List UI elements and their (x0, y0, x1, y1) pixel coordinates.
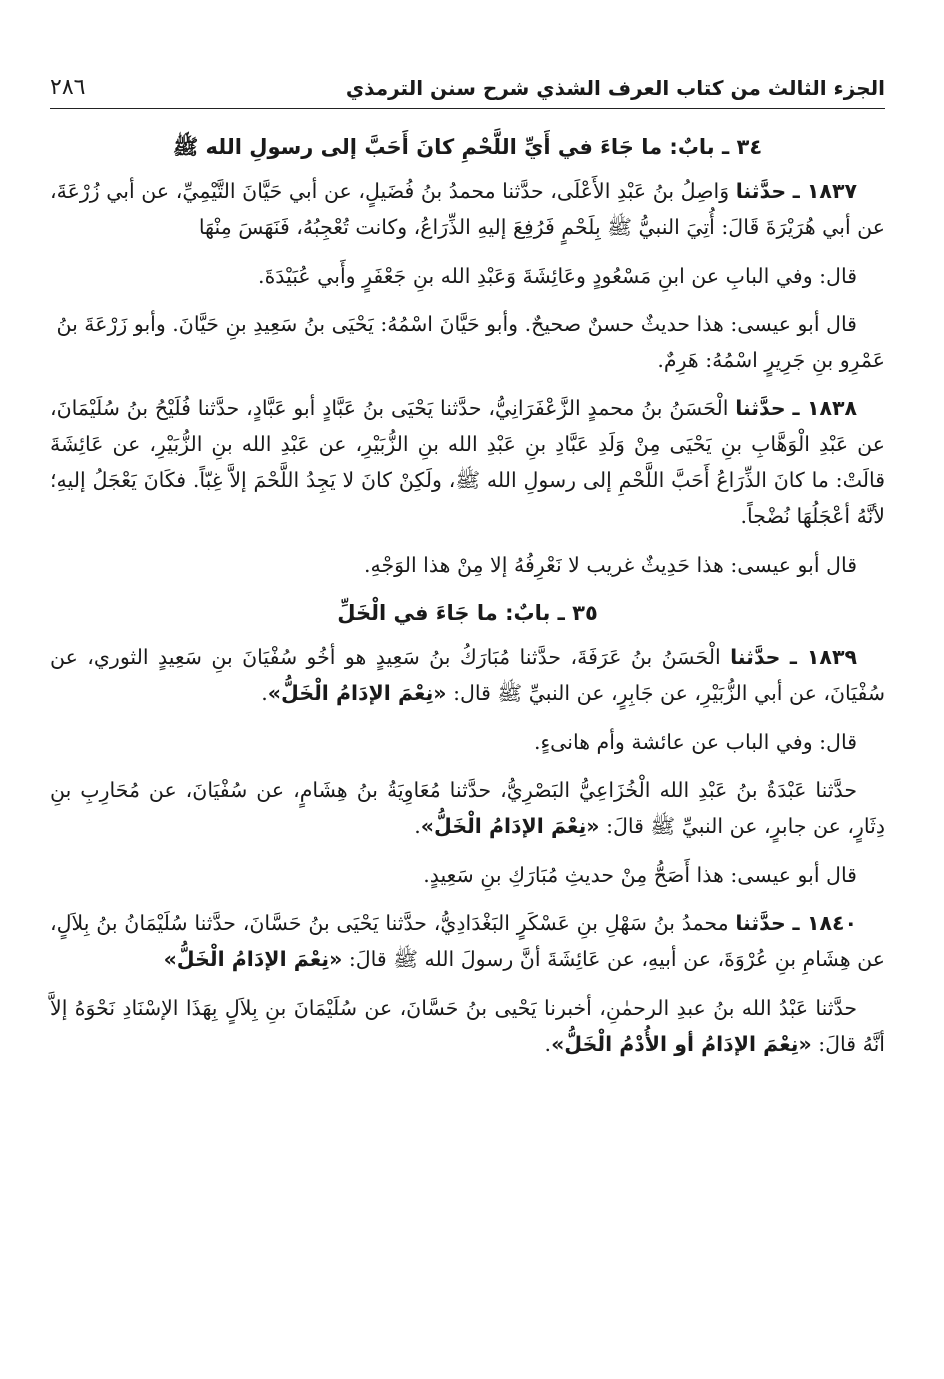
document-page (50, 60, 885, 1075)
narration-keyword: حدَّثنا (735, 911, 786, 935)
hadith-text: محمدُ بنُ سَهْلِ بنِ عَسْكَرٍ البَغْدَادِيُّ، حدَّثنا يَحْيَى بنُ حَسَّانَ، حدَّثنا سُلَيْمَانُ بنُ بِلاَلٍ، عن هِشَامِ بنِ عُرْوَةَ، عن أبيهِ، عن عَائِشَةَ أنَّ رسولَ الله ﷺ قالَ: (50, 911, 885, 971)
prophetic-quote: «نِعْمَ الإدَامُ الْخَلُّ» (163, 947, 343, 971)
hadith-number: ١٨٤٠ ـ (792, 911, 857, 935)
hadith-1838 (50, 390, 885, 534)
page-number: ٢٨٦ (50, 75, 86, 100)
punctuation: . (414, 814, 421, 838)
hadith-1840-chain (50, 990, 885, 1062)
hadith-1839-chain (50, 772, 885, 844)
chapter-heading-35: ٣٥ ـ بابٌ: ما جَاءَ في الْخَلِّ (337, 601, 598, 625)
narration-keyword: حدَّثنا (735, 179, 787, 203)
running-header (50, 60, 885, 109)
hadith-text: وَاصِلُ بنُ عَبْدِ الأَعْلَى، حدَّثنا محمدُ بنُ فُضَيلٍ، عن أبي حَيَّانَ التَّيْمِيِّ، عن أبي زُرْعَةَ، عن أبي هُرَيْرَةَ قَالَ: أُتِيَ النبيُّ ﷺ بِلَحْمٍ فَرُفِعَ إليهِ الذِّرَاعُ، وكانت تُعْجِبُهُ، فَنَهَسَ مِنْهَا (50, 179, 885, 239)
punctuation: . (544, 1032, 552, 1056)
hadith-number: ١٨٣٩ ـ (789, 645, 857, 669)
hadith-text: حدَّثنا عَبْدَةُ بنُ عَبْدِ الله الْخُزَاعِيُّ البَصْرِيُّ، حدَّثنا مُعَاوِيَةُ بنُ هِشَامٍ، عن سُفْيَانَ، عن مُحَارِبِ بنِ دِثَارٍ، عن جابرٍ، عن النبيِّ ﷺ قالَ: (50, 778, 885, 838)
commentary-note: قال أبو عيسى: هذا حديثٌ حسنٌ صحيحٌ. وأبو حَيَّانَ اسْمُهُ: يَحْيَى بنُ سَعِيدِ بنِ حَيَّانَ. وأبو زَرْعَةَ بنُ عَمْرِو بنِ جَرِيرٍ اسْمُهُ: هَرِمٌ. (56, 312, 885, 372)
commentary-note: قال أبو عيسى: هذا حَدِيثٌ غريب لا نَعْرِفُهُ إلا مِنْ هذا الوَجْهِ. (363, 553, 857, 577)
hadith-text: الْحَسَنُ بنُ محمدٍ الزَّعْفَرَانِيُّ، حدَّثنا يَحْيَى بنُ عَبَّادٍ أبو عَبَّادٍ، حدَّثنا فُلَيْحُ بنُ سُلَيْمَانَ، عن عَبْدِ الْوَهَّابِ بنِ يَحْيَى مِنْ وَلَدِ عَبَّادِ بنِ عَبْدِ الله بنِ الزُّبَيْرِ، عن عَبْدِ الله بنِ الزُّبَيْرِ، عن عَائِشَةَ قالَتْ: ما كانَ الذِّرَاعُ أَحَبَّ اللَّحْمِ إلى رسولِ الله ﷺ، ولَكِنْ كانَ لا يَجِدُ اللَّحْمَ إلاَّ غِبّاً. فكَانَ يَعْجَلُ إليهِ؛ لأنَّهُ أعْجَلُهَا نُضْجاً. (50, 396, 885, 528)
hadith-1839 (50, 639, 885, 711)
hadith-text: الْحَسَنُ بنُ عَرَفَةَ، حدَّثنا مُبَارَكُ بنُ سَعِيدٍ هو أخُو سُفْيَانَ بنِ سَعِيدٍ الثوري، عن سُفْيَانَ، عن أبي الزُّبَيْرِ، عن جَابِرٍ، عن النبيِّ ﷺ قال: (50, 645, 885, 705)
prophetic-quote: «نِعْمَ الإدَامُ أو الأُدْمُ الْخَلُّ» (551, 1032, 812, 1056)
narration-keyword: حدَّثنا (730, 645, 781, 669)
commentary-note: قال أبو عيسى: هذا أَصَحُّ مِنْ حديثِ مُبَارَكِ بنِ سَعِيدٍ. (423, 863, 857, 887)
prophetic-quote: «نِعْمَ الإدَامُ الْخَلُّ» (420, 814, 600, 838)
hadith-text: حدَّثنا عَبْدُ الله بنُ عبدِ الرحمٰنِ، أخبرنا يَحْيى بنُ حَسَّانَ، عن سُلَيْمَانَ بنِ بِلاَلٍ بِهَذَا الإسْنَادِ نَحْوَهُ إلاَّ أنَّهُ قالَ: (50, 996, 885, 1056)
prophetic-quote: «نِعْمَ الإدَامُ الْخَلُّ» (267, 681, 447, 705)
hadith-number: ١٨٣٨ ـ (792, 396, 857, 420)
chapter-heading-34: ٣٤ ـ بابٌ: ما جَاءَ في أَيِّ اللَّحْمِ كانَ أَحَبَّ إلى رسولِ الله ﷺ (172, 135, 763, 159)
hadith-number: ١٨٣٧ ـ (792, 179, 857, 203)
book-title: الجزء الثالث من كتاب العرف الشذي شرح سنن الترمذي (345, 76, 885, 100)
punctuation: . (261, 681, 268, 705)
hadith-1837 (50, 173, 885, 245)
commentary-note: قال: وفي الباب عن عائشة وأم هانىءٍ. (534, 730, 857, 754)
narration-keyword: حدَّثنا (735, 396, 786, 420)
hadith-1840 (50, 905, 885, 977)
commentary-note: قال: وفي البابِ عن ابنِ مَسْعُودٍ وعَائِشَةَ وَعَبْدِ الله بنِ جَعْفَرٍ وأَبي عُبَيْدَةَ. (258, 264, 857, 288)
